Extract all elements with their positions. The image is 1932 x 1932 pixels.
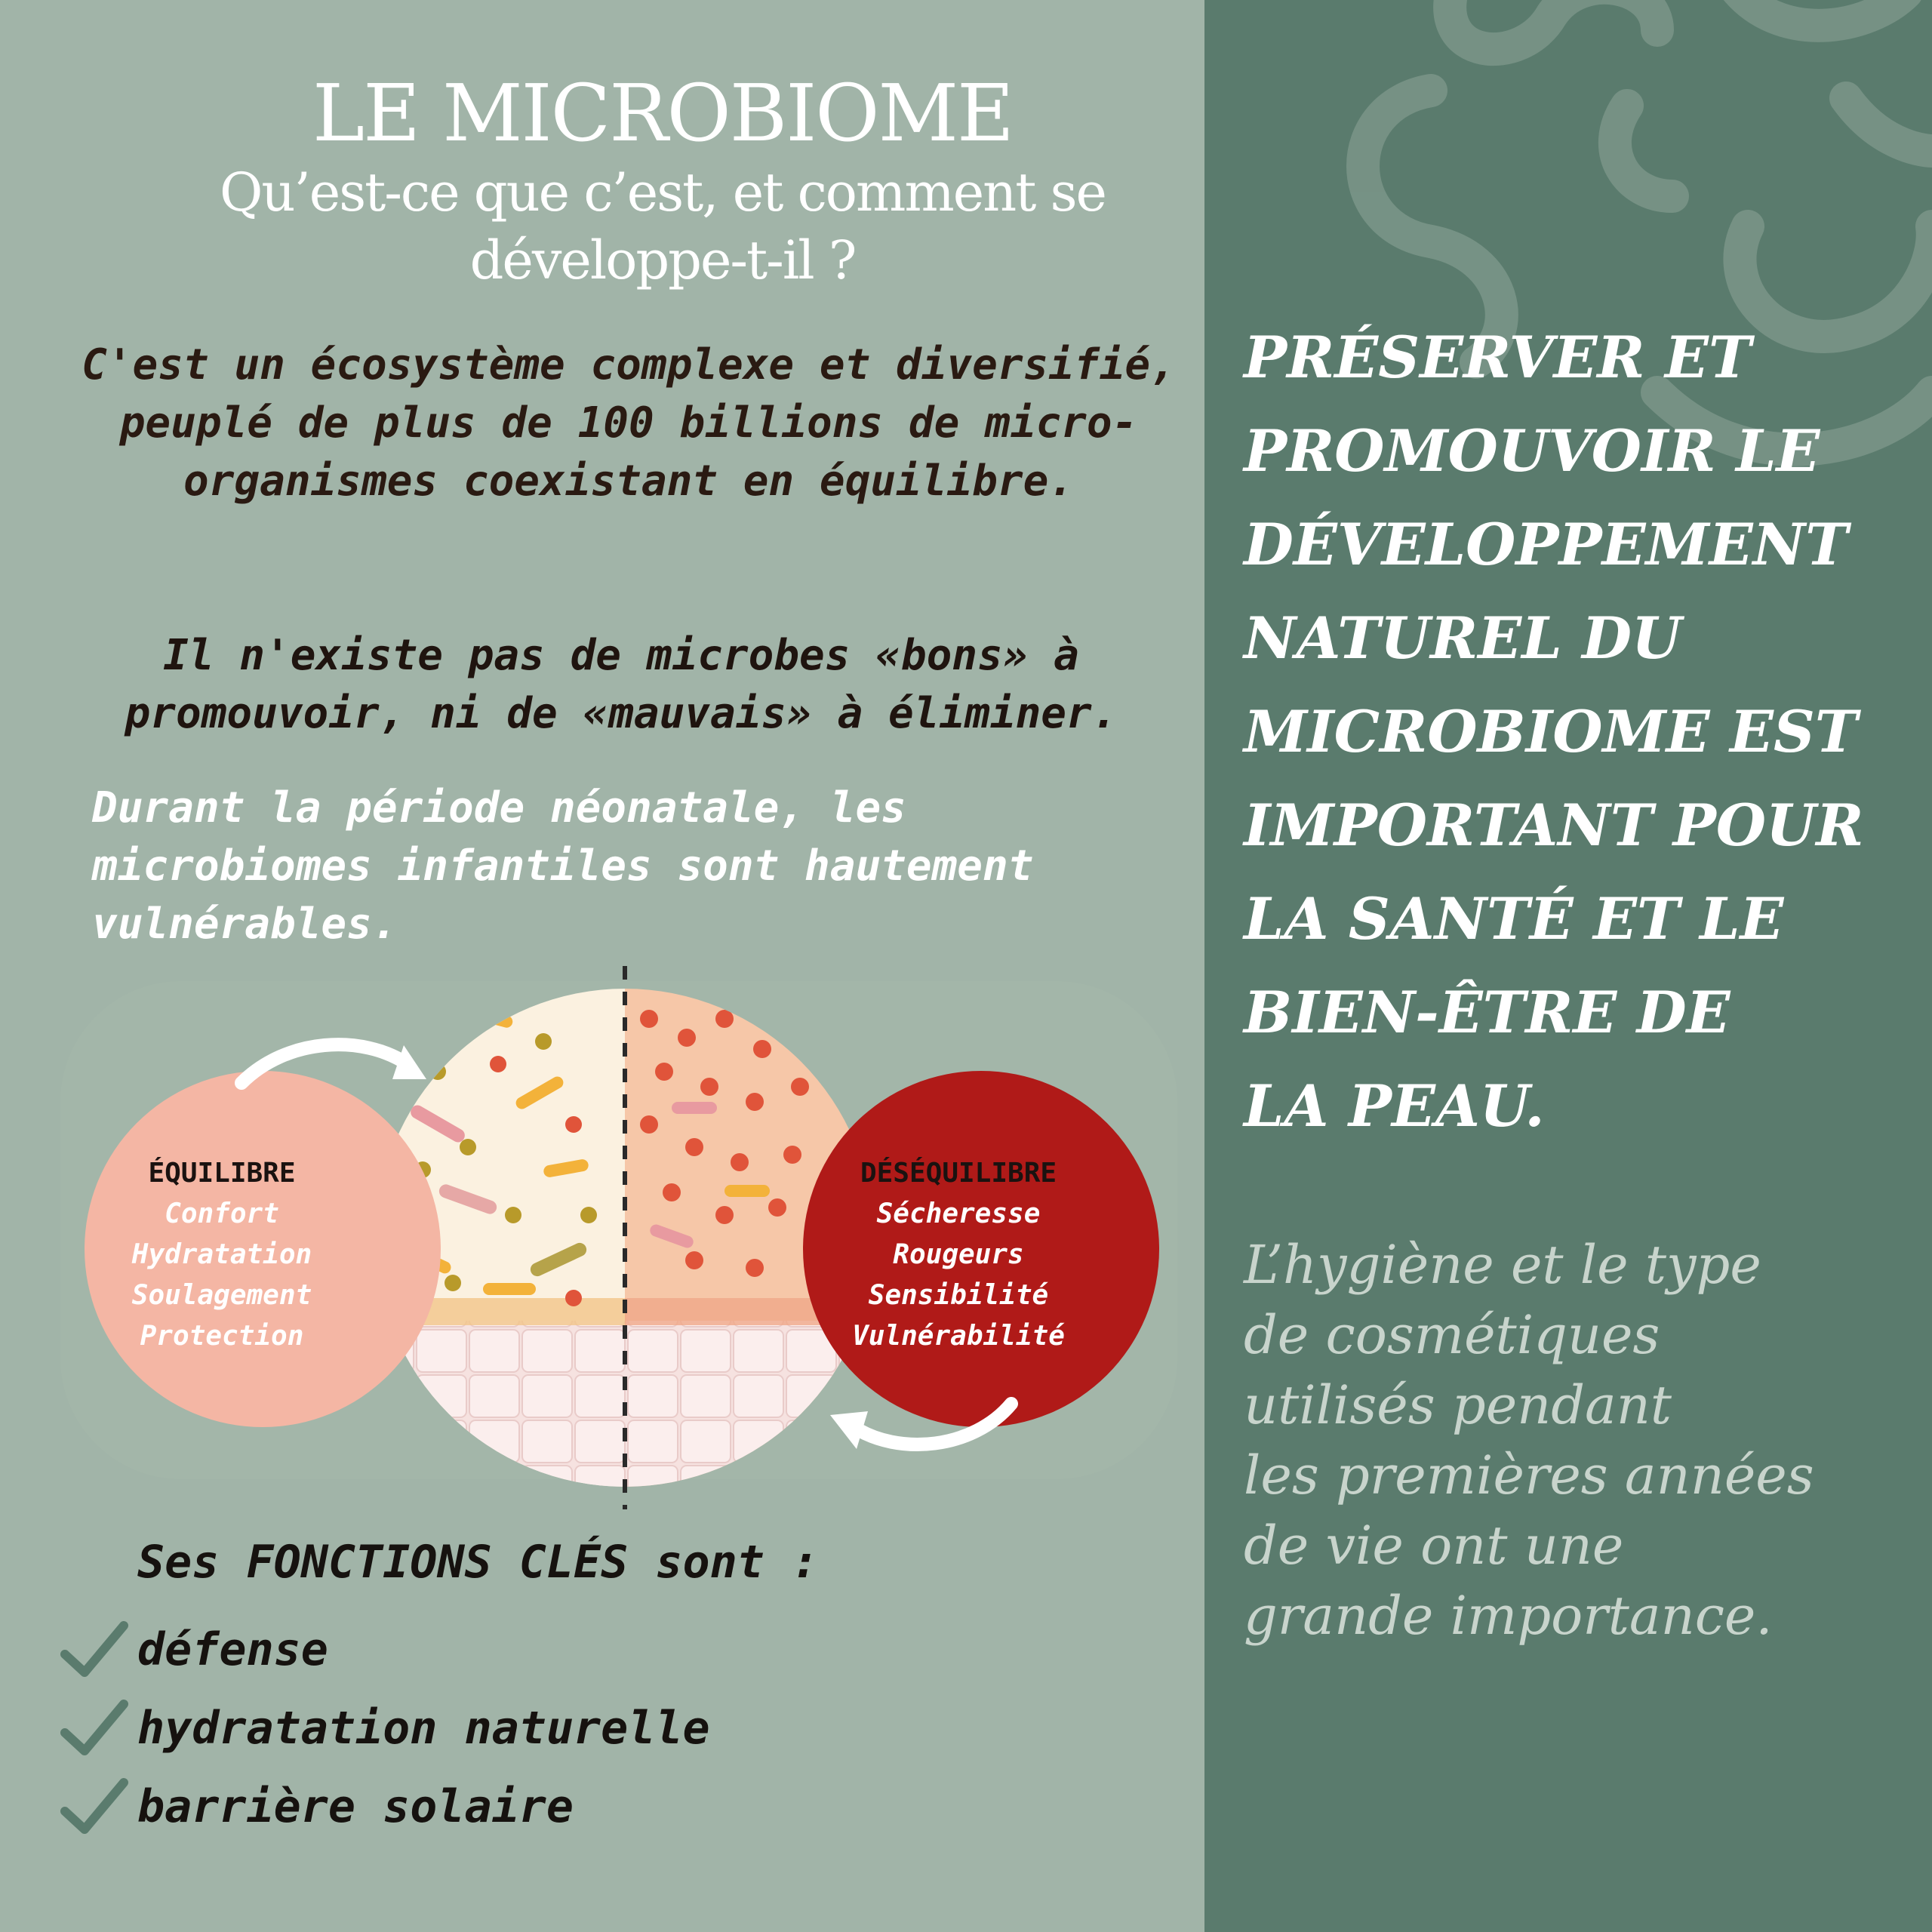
right-panel [1204, 0, 1932, 1932]
equilibre-item: Hydratation [131, 1239, 312, 1270]
desequilibre-item: Sécheresse [876, 1198, 1041, 1229]
equilibre-item: Confort [165, 1198, 279, 1229]
functions-list [59, 1611, 710, 1846]
note-line: de vie ont une [1244, 1515, 1624, 1577]
note-line: L’hygiène et le type [1244, 1234, 1761, 1296]
functions-heading: Ses FONCTIONS CLÉS sont : [137, 1536, 820, 1589]
note-line: de cosmétiques [1244, 1304, 1660, 1366]
note-line: utilisés pendant [1244, 1374, 1672, 1436]
checkmark-icon [59, 1777, 128, 1837]
no-good-bad-text: Il n'existe pas de microbes «bons» à promouvoir, ni de «mauvais» à éliminer. [125, 631, 1118, 738]
function-label: hydratation naturelle [137, 1702, 710, 1755]
desequilibre-item: Sensibilité [868, 1280, 1049, 1311]
main-headline [1244, 311, 1923, 1153]
equilibre-title: ÉQUILIBRE [148, 1158, 296, 1189]
headline-line: IMPORTANT POUR [1244, 792, 1864, 859]
list-item [59, 1611, 710, 1689]
headline-line: LA SANTÉ ET LE [1244, 885, 1784, 952]
page-subtitle: Qu’est-ce que c’est, et comment se développe-t-il ? [220, 162, 1106, 291]
list-item [59, 1689, 710, 1767]
equilibre-label-group [94, 1153, 350, 1357]
desequilibre-label-group [800, 1153, 1117, 1357]
desequilibre-title: DÉSÉQUILIBRE [860, 1158, 1057, 1189]
headline-line: DÉVELOPPEMENT [1244, 511, 1848, 578]
hygiene-note [1244, 1230, 1923, 1651]
note-line: grande importance. [1244, 1585, 1773, 1647]
headline-line: MICROBIOME EST [1244, 698, 1858, 765]
note-line: les premières années [1244, 1444, 1814, 1506]
list-item [59, 1767, 710, 1846]
headline-line: PROMOUVOIR LE [1244, 417, 1820, 485]
checkmark-icon [59, 1620, 128, 1680]
intro-text: C'est un écosystème complexe et diversifié, peuplé de plus de 100 billions de micro-organismes coexistant en équilibre. [82, 340, 1176, 506]
headline-line: BIEN-ÊTRE DE [1244, 979, 1730, 1046]
headline-line: LA PEAU. [1244, 1072, 1545, 1140]
checkmark-icon [59, 1698, 128, 1758]
equilibre-item: Soulagement [131, 1280, 312, 1311]
microbiome-diagram [45, 966, 1189, 1509]
function-label: barrière solaire [137, 1780, 574, 1833]
function-label: défense [137, 1623, 328, 1676]
desequilibre-item: Vulnérabilité [852, 1321, 1065, 1352]
headline-line: NATUREL DU [1244, 605, 1682, 672]
desequilibre-item: Rougeurs [893, 1239, 1024, 1270]
headline-line: PRÉSERVER ET [1244, 324, 1752, 391]
page-title: LE MICROBIOME [312, 67, 1013, 159]
neonatal-text: Durant la période néonatale, les microbiomes infantiles sont hautement vulnérables. [92, 783, 1034, 949]
equilibre-item: Protection [140, 1321, 304, 1352]
